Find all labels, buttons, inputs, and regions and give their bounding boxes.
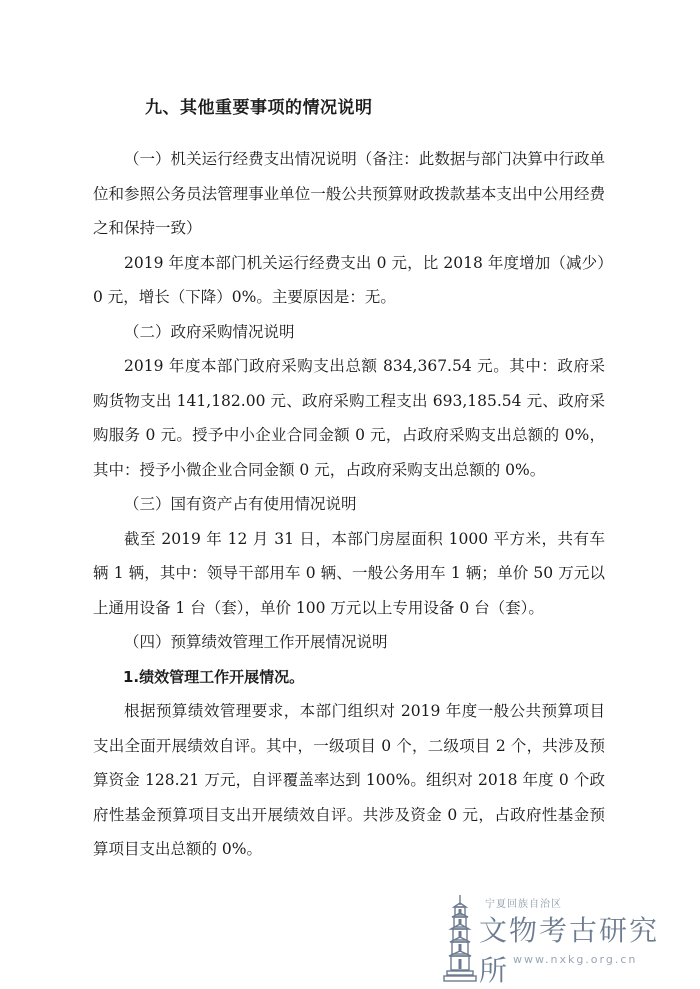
subheading-performance-item-1: 1.绩效管理工作开展情况。 [123, 667, 305, 686]
section-heading: 九、其他重要事项的情况说明 [145, 98, 373, 118]
paragraph-performance-detail: 根据预算绩效管理要求，本部门组织对 2019 年度一般公共预算项目支出全面开展绩效自评。其中，一级项目 0 个，二级项目 2 个，共涉及预算资金 128.21 万元，自评覆盖率达到 100%。组织对 2018 年度 0 个政府性基金预算项目支出开展绩效自评。共涉及资金 0 元，占政府性基金预算项目支出总额的 0%。 [93, 702, 605, 858]
paragraph-admin-expenses-detail: 2019 年度本部门机关运行经费支出 0 元，比 2018 年度增加（减少）0 元，增长（下降）0%。主要原因是：无。 [93, 253, 605, 306]
subheading-procurement: （二）政府采购情况说明 [124, 322, 295, 341]
pagoda-icon [443, 893, 477, 985]
paragraph-admin-expenses: （一）机关运行经费支出情况说明（备注：此数据与部门决算中行政单位和参照公务员法管理事业单位一般公共预算财政拨款基本支出中公用经费之和保持一致） [93, 150, 605, 237]
paragraph-state-assets-detail: 截至 2019 年 12 月 31 日，本部门房屋面积 1000 平方米，共有车辆 1 辆，其中：领导干部用车 0 辆、一般公务用车 1 辆；单价 50 万元以上通用设备 1 台（套），单价 100 万元以上专用设备 0 台（套）。 [93, 529, 605, 617]
watermark-region: 宁夏回族自治区 [485, 899, 562, 910]
subheading-state-assets: （三）国有资产占有使用情况说明 [124, 495, 357, 513]
subheading-performance: （四）预算绩效管理工作开展情况说明 [124, 633, 388, 651]
paragraph-procurement-detail: 2019 年度本部门政府采购支出总额 834,367.54 元。其中：政府采购货物支出 141,182.00 元、政府采购工程支出 693,185.54 元、政府采购服务 0 元。授予中小企业合同金额 0 元，占政府采购支出总额的 0%，其中：授予小微企业合同金额 0 元，占政府采购支出总额的 0%。 [93, 357, 605, 479]
document-body [93, 142, 605, 867]
watermark-institute: 文物考古研究所 [479, 914, 660, 987]
institute-watermark [443, 893, 673, 987]
watermark-url: www.nxkg.org.cn [513, 953, 638, 966]
